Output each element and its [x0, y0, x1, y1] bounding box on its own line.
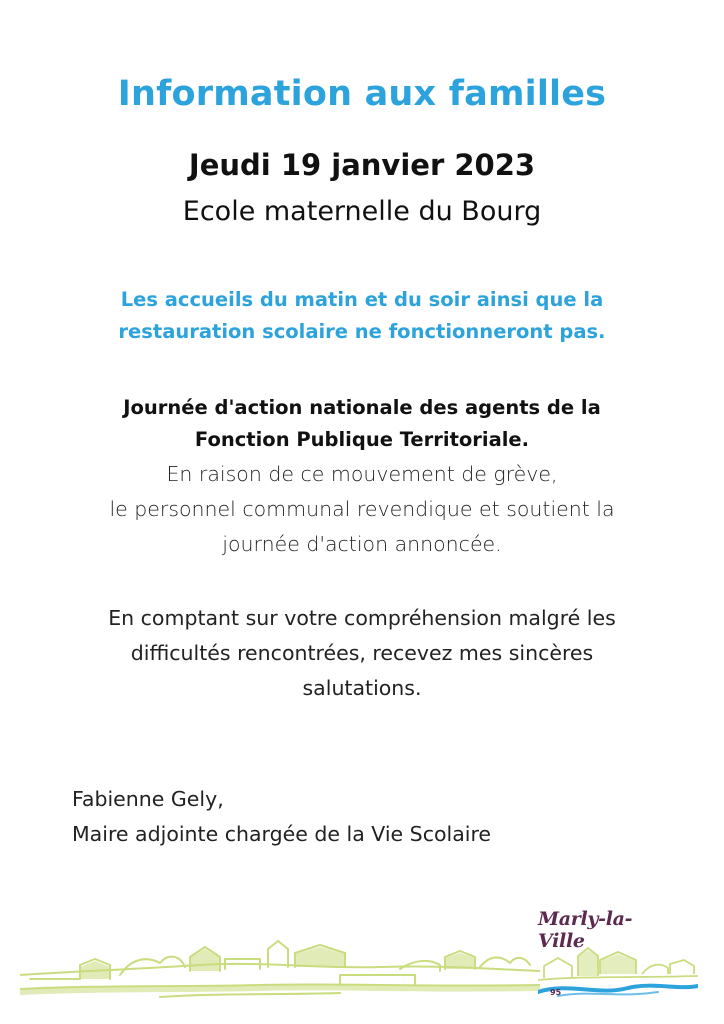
- service-notice-line: restauration scolaire ne fonctionneront pas.: [118, 320, 606, 343]
- action-day-heading-line: Journée d'action nationale des agents de la: [123, 396, 601, 419]
- school-name: Ecole maternelle du Bourg: [182, 196, 542, 227]
- logo-town-name: Marly-la-Ville: [538, 908, 633, 952]
- closing-line: En comptant sur votre compréhension malgré les: [108, 606, 616, 630]
- strike-explanation-line: En raison de ce mouvement de grève,: [166, 462, 558, 486]
- action-day-heading: [0, 392, 724, 456]
- event-date: Jeudi 19 janvier 2023: [188, 148, 536, 182]
- page-title: Information aux familles: [117, 74, 607, 114]
- service-notice-line: Les accueils du matin et du soir ainsi que la: [120, 288, 604, 311]
- strike-explanation-line: journée d'action annoncée.: [222, 532, 502, 556]
- municipality-logo: [538, 908, 698, 1008]
- service-notice: [0, 284, 724, 348]
- closing-paragraph: [0, 601, 724, 706]
- closing-line: salutations.: [302, 676, 422, 700]
- closing-line: difficultés rencontrées, recevez mes sincères: [130, 641, 594, 665]
- strike-explanation-line: le personnel communal revendique et soutient la: [109, 497, 615, 521]
- logo-department-number: 95: [550, 988, 562, 997]
- strike-explanation: [0, 457, 724, 562]
- action-day-heading-line: Fonction Publique Territoriale.: [194, 428, 530, 451]
- signature-block: [72, 782, 491, 852]
- signature-name: Fabienne Gely,: [72, 787, 224, 811]
- landscape-illustration-icon: [20, 935, 540, 1005]
- logo-village-icon: [538, 938, 698, 1000]
- signature-role: Maire adjointe chargée de la Vie Scolaire: [72, 822, 492, 846]
